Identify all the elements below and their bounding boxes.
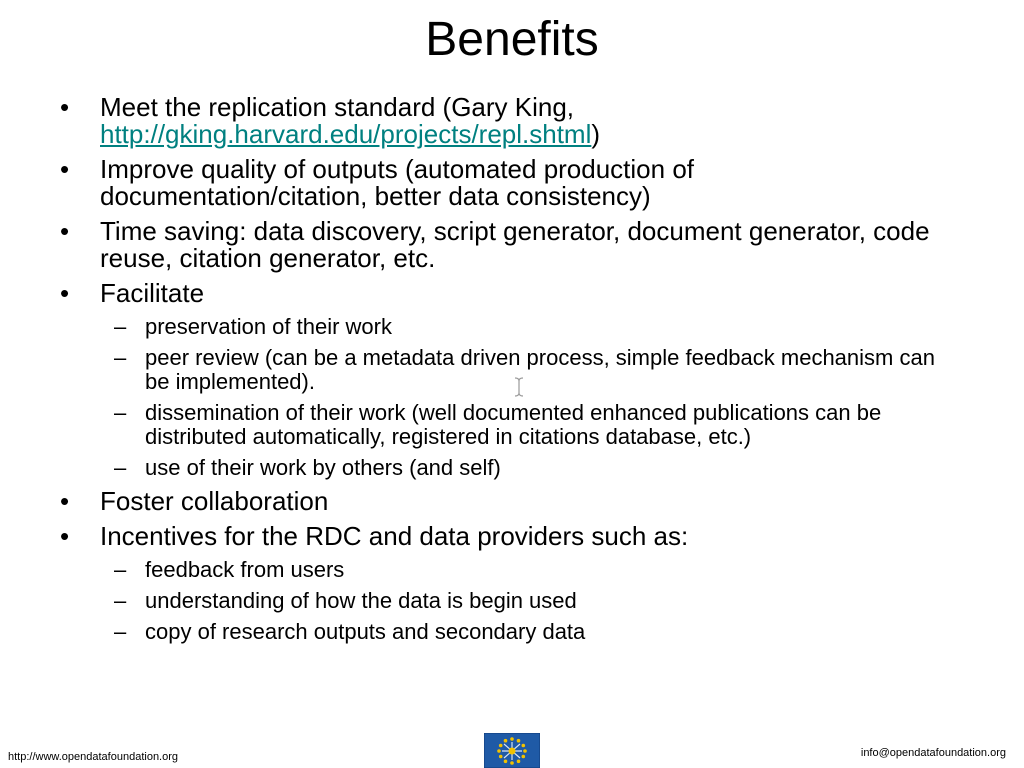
bullet-item	[60, 94, 960, 148]
dash-icon: –	[114, 557, 127, 582]
dash-icon: –	[114, 455, 127, 480]
sub-bullet-text: feedback from users	[145, 557, 345, 582]
bullet-item	[60, 218, 960, 272]
footer-email[interactable]: info@opendatafoundation.org	[860, 747, 1006, 759]
text-cursor-icon	[512, 376, 526, 398]
dash-icon: –	[114, 588, 127, 613]
sub-bullet-text: use of their work by others (and self)	[145, 455, 501, 480]
bullet-icon: •	[60, 92, 70, 122]
bullet-item	[60, 156, 960, 210]
bullet-item	[60, 488, 960, 515]
sub-bullet-item	[100, 401, 960, 449]
footer-url[interactable]: http://www.opendatafoundation.org	[8, 751, 179, 763]
bullet-text: Incentives for the RDC and data providers such as:	[100, 521, 689, 551]
replication-standard-link[interactable]: http://gking.harvard.edu/projects/repl.shtml	[100, 119, 592, 149]
bullet-item	[60, 523, 960, 644]
bullet-text: Meet the replication standard (Gary King,	[100, 92, 575, 122]
bullet-text: Facilitate	[100, 278, 205, 308]
bullet-item	[60, 280, 960, 480]
bullet-text: Foster collaboration	[100, 486, 329, 516]
bullet-icon: •	[60, 216, 70, 246]
eu-flag-logo-icon	[484, 733, 540, 768]
bullet-text: Improve quality of outputs (automated production of documentation/citation, better data consistency)	[100, 154, 695, 211]
sub-bullet-text: peer review (can be a metadata driven process, simple feedback mechanism can be implemented).	[145, 345, 935, 394]
dash-icon: –	[114, 400, 127, 425]
sub-bullet-list	[100, 558, 960, 644]
slide-title: Benefits	[425, 13, 599, 66]
dash-icon: –	[114, 314, 127, 339]
sub-bullet-text: copy of research outputs and secondary data	[145, 619, 586, 644]
sub-bullet-text: preservation of their work	[145, 314, 392, 339]
dash-icon: –	[114, 619, 127, 644]
bullet-list	[60, 94, 960, 652]
bullet-icon: •	[60, 521, 70, 551]
sub-bullet-item	[100, 620, 960, 644]
dash-icon: –	[114, 345, 127, 370]
sub-bullet-item	[100, 589, 960, 613]
sub-bullet-item	[100, 456, 960, 480]
bullet-text-suffix: )	[591, 119, 601, 149]
sub-bullet-item	[100, 315, 960, 339]
sub-bullet-item	[100, 558, 960, 582]
sub-bullet-text: understanding of how the data is begin used	[145, 588, 577, 613]
bullet-icon: •	[60, 486, 70, 516]
sub-bullet-text: dissemination of their work (well documented enhanced publications can be distributed automatically, registered in citations database, etc.)	[145, 400, 882, 449]
sub-bullet-list	[100, 315, 960, 480]
bullet-icon: •	[60, 278, 70, 308]
sub-bullet-item	[100, 346, 960, 394]
bullet-icon: •	[60, 154, 70, 184]
bullet-text: Time saving: data discovery, script generator, document generator, code reuse, citation generator, etc.	[100, 216, 930, 273]
